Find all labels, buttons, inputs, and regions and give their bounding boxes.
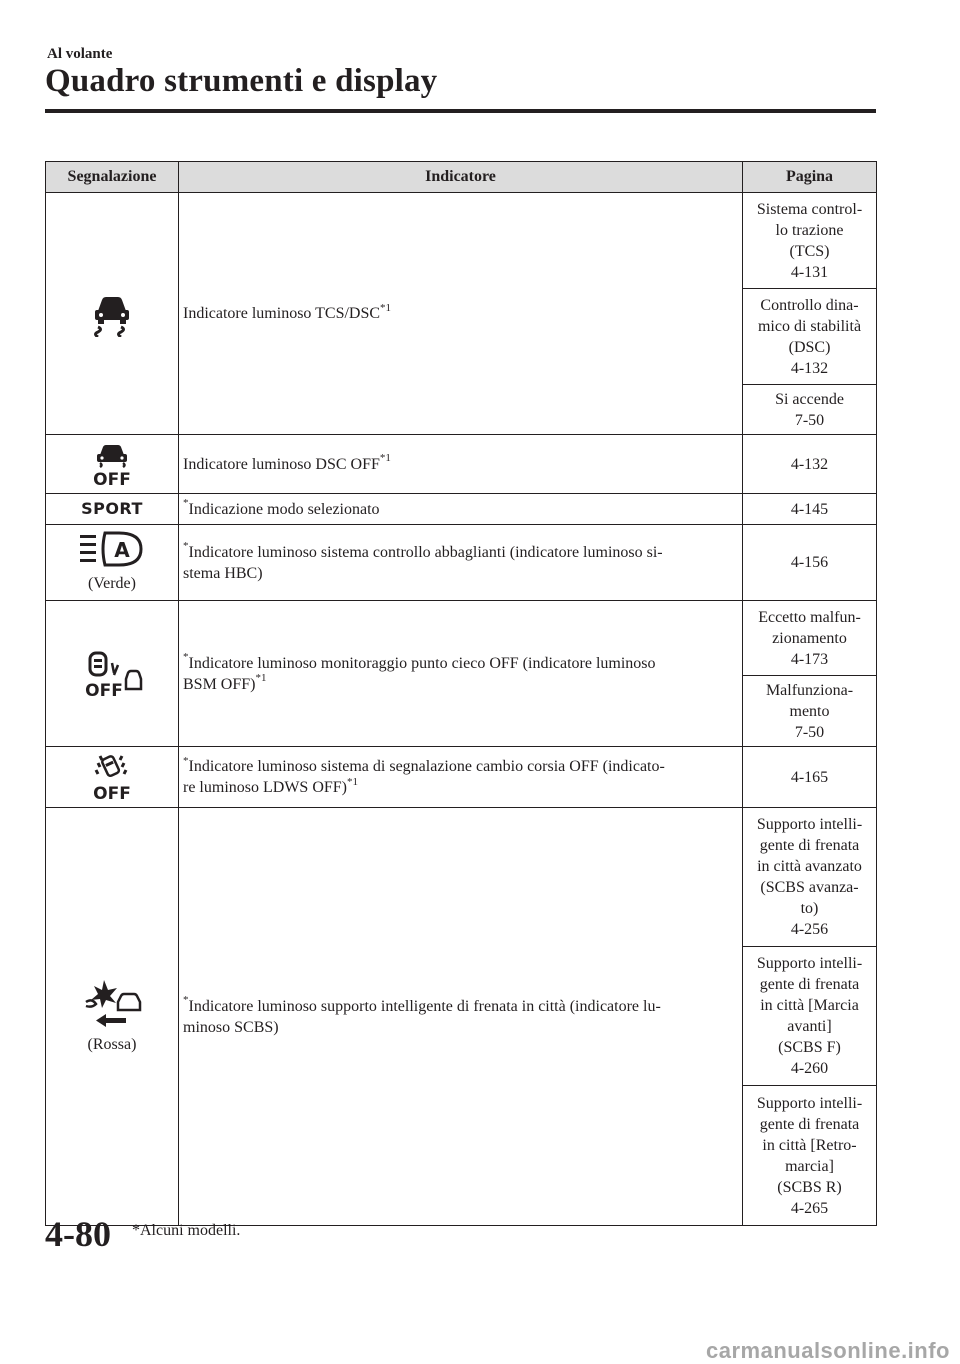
column-header-indicatore: Indicatore xyxy=(179,162,743,193)
signal-cell xyxy=(46,525,179,601)
table-row xyxy=(46,808,877,947)
svg-text:OFF: OFF xyxy=(93,784,131,802)
model-asterisk: * xyxy=(183,994,189,1007)
sport-icon: SPORT xyxy=(81,499,143,518)
table-row xyxy=(46,525,877,601)
signal-cell xyxy=(46,808,179,1226)
page-cell: Eccetto malfun- zionamento 4-173 xyxy=(743,601,877,676)
table-row xyxy=(46,193,877,289)
signal-cell xyxy=(46,435,179,494)
page-number: 4-80 xyxy=(45,1214,111,1254)
hbc-icon xyxy=(79,531,145,569)
table-row xyxy=(46,747,877,808)
bsm-off-icon xyxy=(80,649,144,699)
column-header-segnalazione: Segnalazione xyxy=(46,162,179,193)
indicator-cell xyxy=(179,601,743,747)
page-cell: 4-165 xyxy=(743,747,877,808)
indicator-text: Indicazione modo selezionato xyxy=(188,500,380,518)
indicator-cell xyxy=(179,193,743,435)
footnote-mark: *1 xyxy=(380,301,392,314)
indicator-text: Indicatore luminoso sistema di segnalazione cambio corsia OFF (indicato- xyxy=(188,758,665,775)
indicator-text: BSM OFF) xyxy=(183,675,256,693)
indicator-text: Indicatore luminoso TCS/DSC xyxy=(183,305,381,322)
signal-cell xyxy=(46,747,179,808)
indicator-text: re luminoso LDWS OFF) xyxy=(183,779,347,796)
table-header-row xyxy=(46,162,877,193)
indicator-text: Indicatore luminoso monitoraggio punto cieco OFF (indicatore luminoso xyxy=(188,654,656,672)
model-asterisk: * xyxy=(183,497,189,510)
svg-text:OFF: OFF xyxy=(93,470,131,487)
page-cell: 4-156 xyxy=(743,525,877,601)
indicator-cell xyxy=(179,525,743,601)
scbs-icon xyxy=(82,978,142,1030)
indicator-cell xyxy=(179,747,743,808)
footnote: *Alcuni modelli. xyxy=(132,1222,241,1239)
page-cell: 4-132 xyxy=(743,435,877,494)
page-cell: Malfunziona- mento 7-50 xyxy=(743,676,877,747)
footnote-mark: *1 xyxy=(379,452,391,465)
signal-cell xyxy=(46,193,179,435)
tcs-dsc-icon xyxy=(88,291,136,337)
indicator-table xyxy=(45,161,877,1226)
watermark: carmanualsonline.info xyxy=(706,1338,950,1363)
page-title: Quadro strumenti e display xyxy=(45,63,438,99)
dsc-off-icon xyxy=(86,441,138,487)
svg-text:OFF: OFF xyxy=(85,680,123,699)
svg-text:A: A xyxy=(114,538,130,562)
icon-color-label: (Rossa) xyxy=(87,1036,137,1053)
icon-color-label: (Verde) xyxy=(88,575,136,592)
indicator-text: stema HBC) xyxy=(183,564,263,582)
page-cell: Supporto intelli- gente di frenata in città [Retro- marcia] (SCBS R) 4-265 xyxy=(743,1086,877,1226)
page-cell: Supporto intelli- gente di frenata in città [Marcia avanti] (SCBS F) 4-260 xyxy=(743,947,877,1086)
indicator-text: Indicatore luminoso DSC OFF xyxy=(183,455,380,473)
table-row xyxy=(46,494,877,525)
page-cell: 4-145 xyxy=(743,494,877,525)
signal-cell xyxy=(46,601,179,747)
footnote-mark: *1 xyxy=(255,672,267,685)
section-label: Al volante xyxy=(47,46,113,62)
page-cell: Si accende 7-50 xyxy=(743,385,877,435)
page-cell: Sistema control- lo trazione (TCS) 4-131 xyxy=(743,193,877,289)
indicator-text: minoso SCBS) xyxy=(183,1018,279,1036)
model-asterisk: * xyxy=(183,651,189,664)
page-cell: Supporto intelli- gente di frenata in città avanzato (SCBS avanza- to) 4-256 xyxy=(743,808,877,947)
page-cell: Controllo dina- mico di stabilità (DSC) 4-132 xyxy=(743,289,877,385)
indicator-text: Indicatore luminoso supporto intelligente di frenata in città (indicatore lu- xyxy=(188,997,661,1015)
model-asterisk: * xyxy=(183,540,189,553)
ldws-off-icon xyxy=(88,752,136,802)
table-row xyxy=(46,601,877,676)
indicator-cell xyxy=(179,494,743,525)
signal-cell xyxy=(46,494,179,525)
indicator-cell xyxy=(179,435,743,494)
title-rule xyxy=(45,109,876,113)
table-row xyxy=(46,435,877,494)
indicator-cell xyxy=(179,808,743,1226)
model-asterisk: * xyxy=(183,754,189,767)
column-header-pagina: Pagina xyxy=(743,162,877,193)
footnote-mark: *1 xyxy=(347,775,358,788)
indicator-text: Indicatore luminoso sistema controllo abbaglianti (indicatore luminoso si- xyxy=(188,543,663,561)
